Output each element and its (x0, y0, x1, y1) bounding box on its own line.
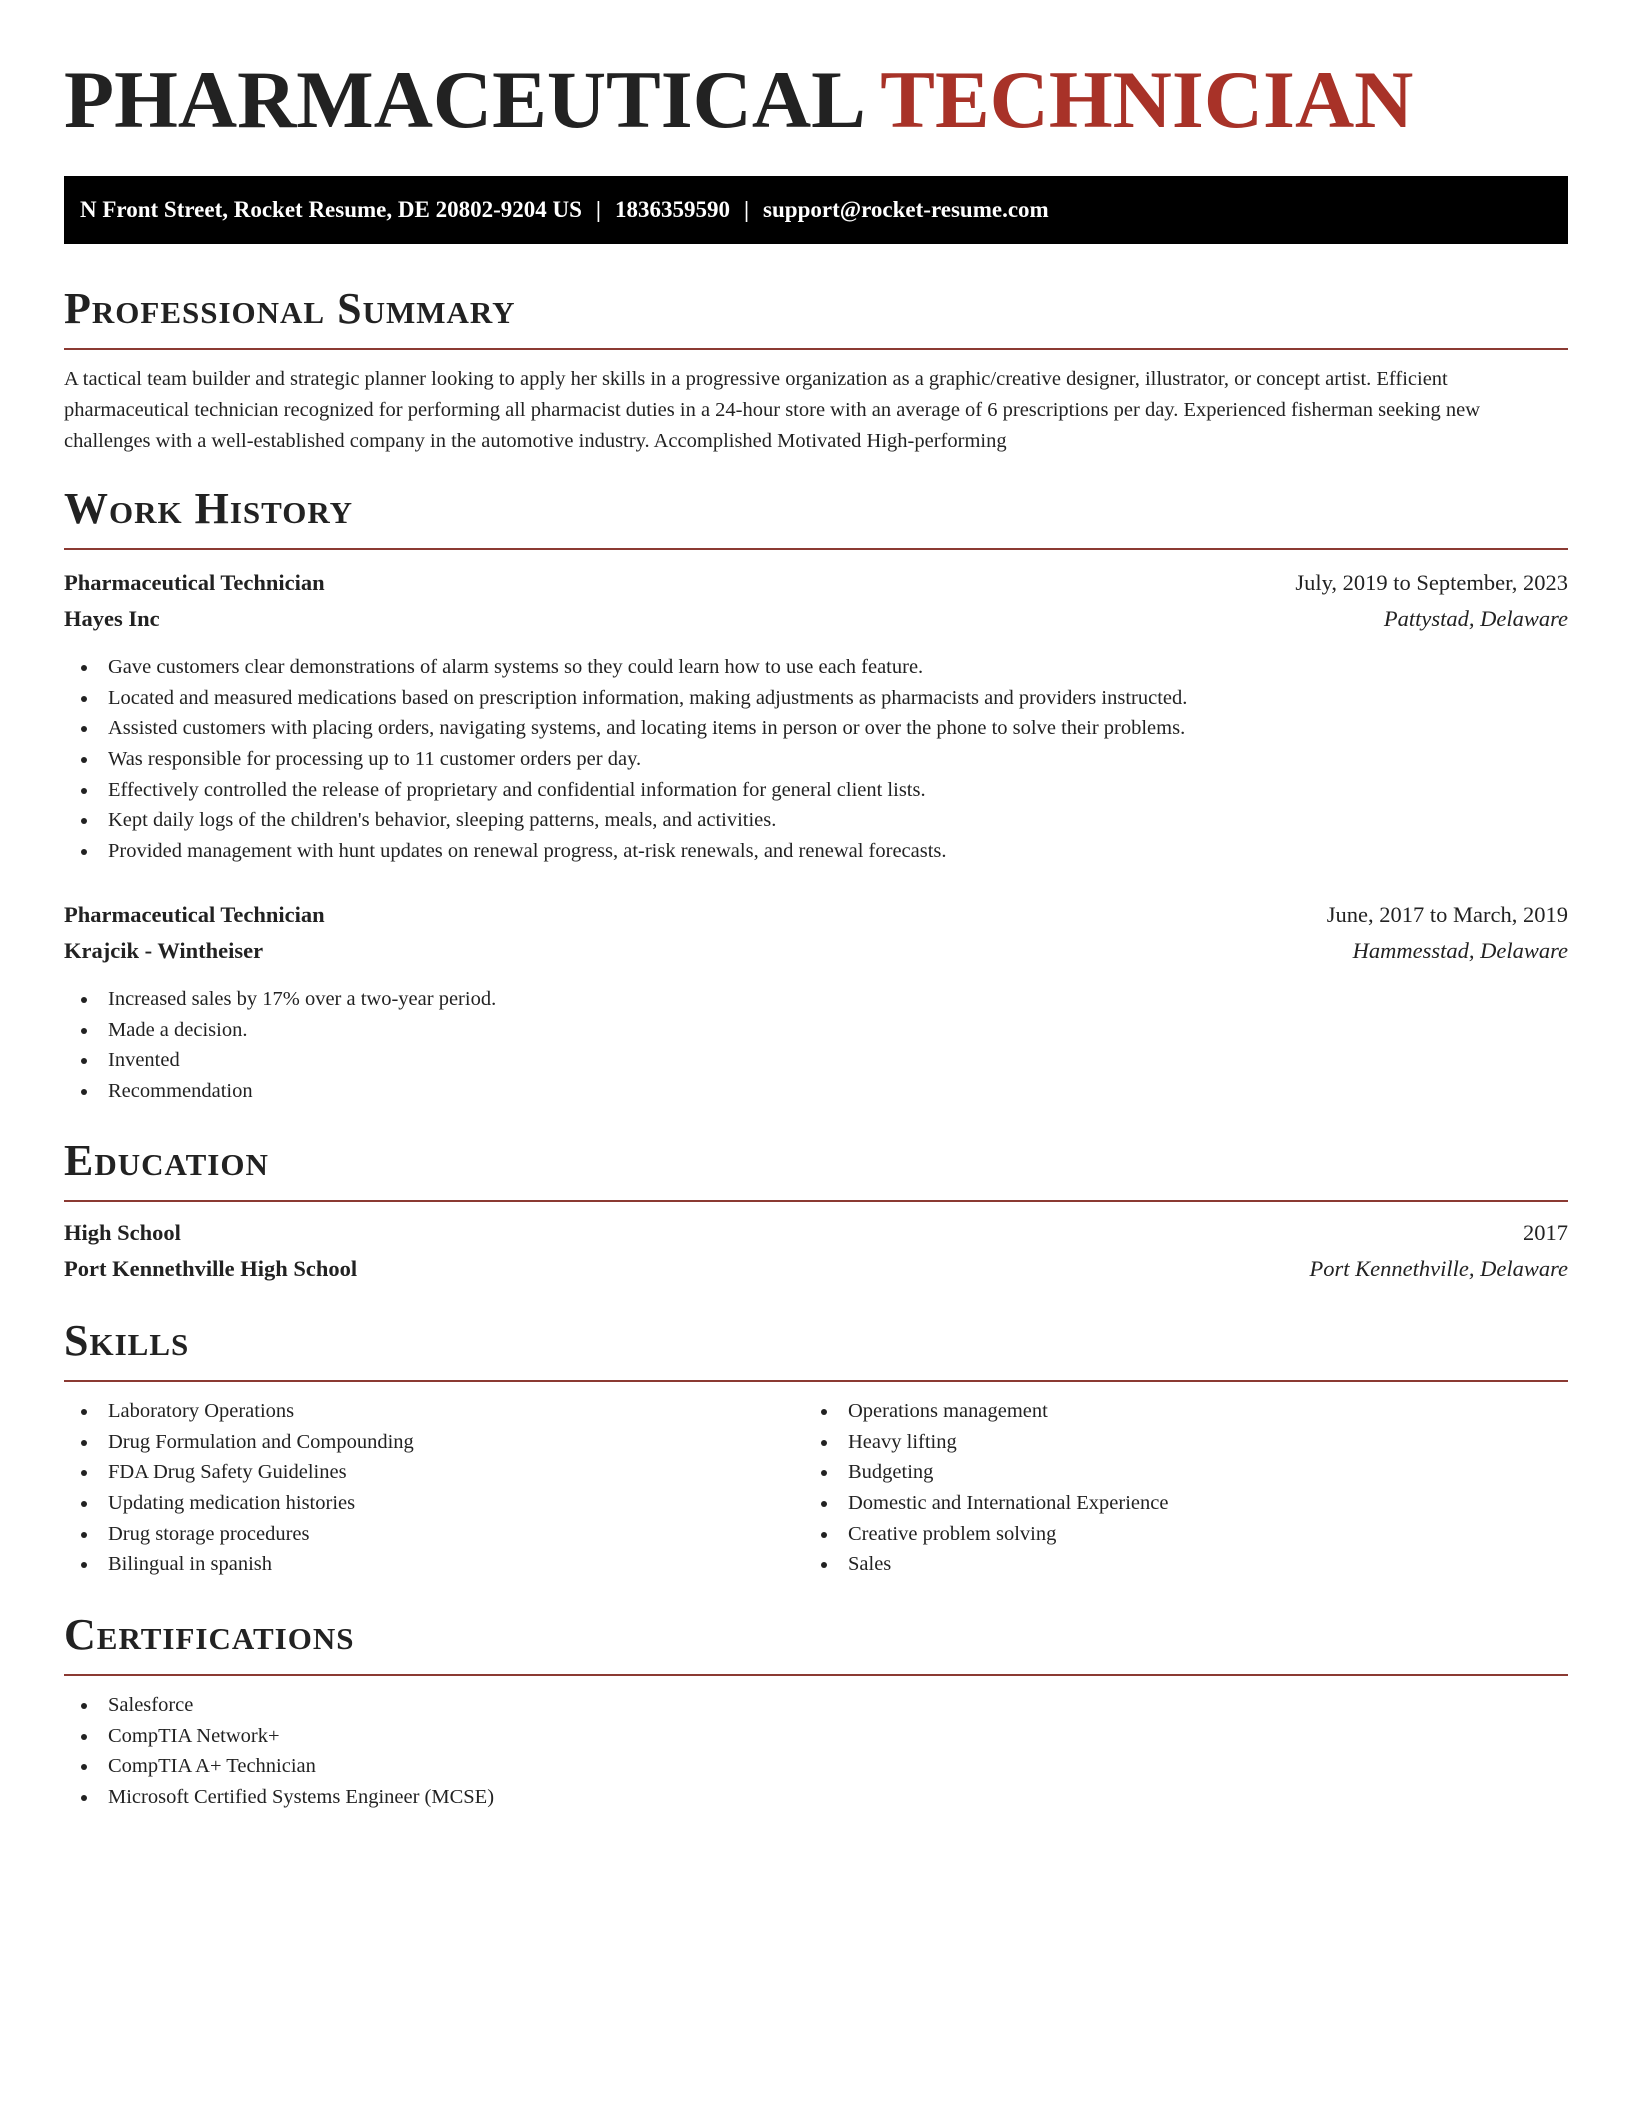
work-history-section (64, 484, 1568, 1103)
job-location: Hammesstad, Delaware (1352, 938, 1568, 963)
education-section (64, 1136, 1568, 1281)
list-item: Provided management with hunt updates on renewal progress, at-risk renewals, and renewal forecasts. (64, 836, 1187, 867)
job-title: Pharmaceutical Technician (64, 902, 325, 927)
education-degree-row (64, 1218, 1568, 1248)
list-item: Heavy lifting (804, 1427, 1168, 1458)
contact-email: support@rocket-resume.com (763, 197, 1049, 222)
section-divider (64, 1200, 1568, 1202)
title-part-2: TECHNICIAN (880, 54, 1414, 145)
job-location: Pattystad, Delaware (1383, 606, 1568, 631)
list-item: Increased sales by 17% over a two-year period. (64, 984, 496, 1015)
education-location: Port Kennethville, Delaware (1309, 1256, 1568, 1281)
title-part-1: PHARMACEUTICAL (64, 54, 862, 145)
list-item: Sales (804, 1549, 1168, 1580)
summary-text: A tactical team builder and strategic planner looking to apply her skills in a progressive organization as a graphic/creative designer, illustrator, or concept artist. Efficient pharmaceutical technician recognized for performing all pharmacist duties in a 24-hour store with an average of 6 prescriptions per day. Experienced fisherman seeking new challenges with a well-established company in the automotive industry. Accomplished Motivated High-performing (64, 368, 1481, 452)
summary-heading: Professional Summary (64, 284, 516, 333)
list-item: Laboratory Operations (64, 1396, 414, 1427)
list-item: Salesforce (64, 1690, 494, 1721)
education-degree: High School (64, 1220, 181, 1245)
list-item: CompTIA Network+ (64, 1721, 494, 1752)
resume-title (64, 0, 1568, 145)
list-item: Drug Formulation and Compounding (64, 1427, 414, 1458)
education-school-row (64, 1254, 1568, 1284)
contact-phone: 1836359590 (614, 197, 730, 222)
list-item: Kept daily logs of the children's behavior, sleeping patterns, meals, and activities. (64, 805, 1187, 836)
list-item: Creative problem solving (804, 1519, 1168, 1550)
list-item: CompTIA A+ Technician (64, 1751, 494, 1782)
job-company: Hayes Inc (64, 606, 160, 631)
list-item: Made a decision. (64, 1015, 496, 1046)
contact-separator: | (743, 197, 750, 222)
list-item: FDA Drug Safety Guidelines (64, 1457, 414, 1488)
list-item: Operations management (804, 1396, 1168, 1427)
section-divider (64, 348, 1568, 350)
list-item: Microsoft Certified Systems Engineer (MCSE) (64, 1782, 494, 1813)
list-item: Recommendation (64, 1076, 496, 1107)
list-item: Gave customers clear demonstrations of alarm systems so they could learn how to use each feature. (64, 652, 1187, 683)
job-dates: July, 2019 to September, 2023 (1295, 570, 1568, 595)
job-company-row (64, 936, 1568, 966)
job-title-row (64, 568, 1568, 598)
list-item: Updating medication histories (64, 1488, 414, 1519)
summary-section (64, 284, 1568, 452)
section-divider (64, 548, 1568, 550)
certifications-list (64, 1690, 494, 1813)
certifications-heading: Certifications (64, 1610, 355, 1659)
job-bullets (64, 984, 496, 1107)
list-item: Located and measured medications based on prescription information, making adjustments as pharmacists and providers instructed. (64, 683, 1187, 714)
contact-bar (64, 176, 1568, 244)
skills-heading: Skills (64, 1316, 190, 1365)
education-school: Port Kennethville High School (64, 1256, 358, 1281)
resume-page (64, 0, 1568, 1809)
job-title-row (64, 900, 1568, 930)
job-dates: June, 2017 to March, 2019 (1326, 902, 1568, 927)
list-item: Invented (64, 1045, 496, 1076)
list-item: Was responsible for processing up to 11 customer orders per day. (64, 744, 1187, 775)
education-year: 2017 (1523, 1220, 1568, 1245)
job-company-row (64, 604, 1568, 634)
job-company: Krajcik - Wintheiser (64, 938, 264, 963)
job-title: Pharmaceutical Technician (64, 570, 325, 595)
section-divider (64, 1674, 1568, 1676)
education-heading: Education (64, 1136, 269, 1185)
work-history-heading: Work History (64, 484, 354, 533)
list-item: Bilingual in spanish (64, 1549, 414, 1580)
list-item: Assisted customers with placing orders, navigating systems, and locating items in person or over the phone to solve their problems. (64, 713, 1187, 744)
section-divider (64, 1380, 1568, 1382)
skills-section (64, 1316, 1568, 1576)
list-item: Domestic and International Experience (804, 1488, 1168, 1519)
contact-address: N Front Street, Rocket Resume, DE 20802-9204 US (80, 197, 582, 222)
skills-list-left (64, 1396, 414, 1580)
list-item: Budgeting (804, 1457, 1168, 1488)
job-bullets (64, 652, 1187, 867)
list-item: Effectively controlled the release of proprietary and confidential information for general client lists. (64, 775, 1187, 806)
list-item: Drug storage procedures (64, 1519, 414, 1550)
contact-separator: | (595, 197, 601, 222)
skills-list-right (804, 1396, 1168, 1580)
certifications-section (64, 1610, 1568, 1809)
